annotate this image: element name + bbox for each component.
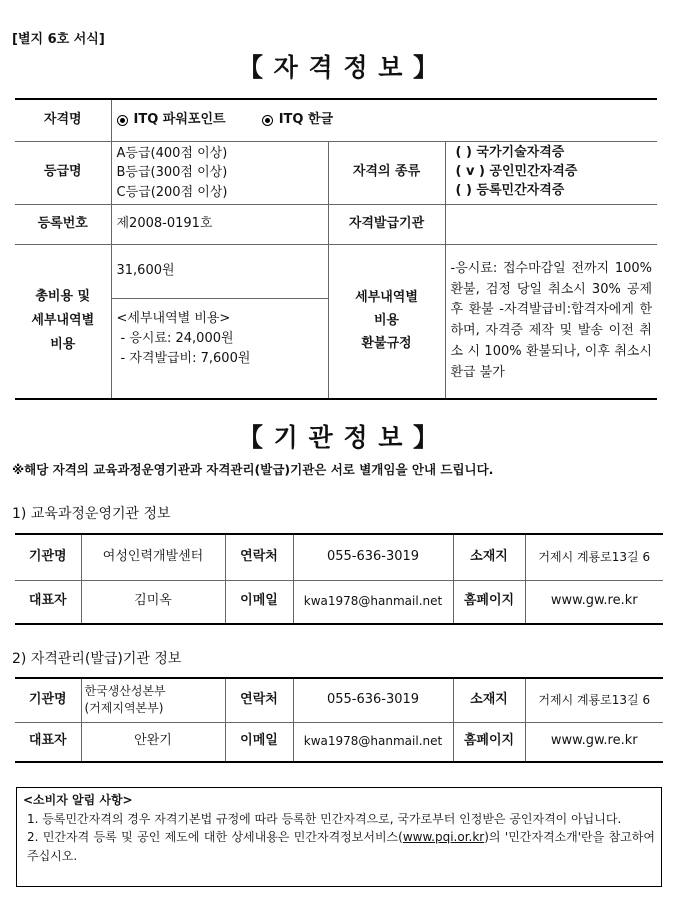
refund-policy-text: -응시료: 접수마감일 전까지 100% 환불, 검정 당일 취소시 30% 공제 후 환불 -자격발급비:합격자에게 한하며, 자격증 제작 및 발송 이전 취소 시 100% 환불되나, 이후 취소시 환급 불가	[445, 245, 657, 399]
org-name	[81, 678, 225, 722]
registration-number-label: 등록번호	[15, 205, 111, 245]
email-value: kwa1978@hanmail.net	[293, 580, 453, 624]
registration-number-value: 제2008-0191호	[111, 205, 328, 245]
refund-label	[328, 245, 445, 399]
cost-label-line: 총비용 및	[35, 289, 91, 305]
qualification-name-label: 자격명	[15, 99, 111, 141]
qualification-type-label: 자격의 종류	[328, 141, 445, 205]
pqi-link[interactable]: www.pqi.or.kr	[402, 830, 485, 845]
grade-item: C등급(200점 이상)	[116, 184, 228, 200]
type-item: ( ) 국가기술자격증	[455, 145, 565, 161]
refund-label-line: 세부내역별	[355, 290, 418, 306]
grade-list	[111, 141, 328, 205]
representative-value: 김미옥	[81, 580, 225, 624]
qualification-section-title: 【 자 격 정 보 】	[237, 53, 440, 82]
org-name-line: 한국생산성본부	[84, 684, 166, 699]
consumer-notice-item-2-text: )의 '민간자격소개'란을 참고하여 주십시오.	[27, 830, 655, 863]
phone-value: 055-636-3019	[293, 678, 453, 722]
phone-label: 연락처	[225, 678, 293, 722]
address-label: 소재지	[453, 678, 525, 722]
address-label: 소재지	[453, 534, 525, 580]
representative-value: 안완기	[81, 722, 225, 762]
email-value: kwa1978@hanmail.net	[293, 722, 453, 762]
org-label: 기관명	[15, 678, 81, 722]
cost-cell	[111, 245, 328, 399]
org-name: 여성인력개발센터	[81, 534, 225, 580]
phone-label: 연락처	[225, 534, 293, 580]
breakdown-title: <세부내역별 비용>	[116, 311, 231, 326]
address-value: 거제시 계룡로13길 6	[525, 534, 663, 580]
edu-institution-title: 1) 교육과정운영기관 정보	[12, 506, 171, 522]
homepage-label: 홈페이지	[453, 580, 525, 624]
form-number: [별지 6호 서식]	[12, 32, 105, 47]
breakdown-item: - 자격발급비: 7,600원	[120, 351, 251, 367]
grade-item: B등급(300점 이상)	[116, 165, 228, 180]
radio-label-powerpoint: ITQ 파워포인트	[133, 111, 226, 127]
homepage-label: 홈페이지	[453, 722, 525, 762]
radio-label-hangul: ITQ 한글	[278, 111, 334, 127]
mgmt-institution-title: 2) 자격관리(발급)기관 정보	[12, 651, 182, 667]
refund-label-line: 환불규정	[361, 335, 412, 351]
consumer-notice-item-2	[23, 828, 655, 865]
homepage-value: www.gw.re.kr	[525, 722, 663, 762]
cost-label-line: 세부내역별	[31, 313, 95, 329]
type-item: ( ) 등록민간자격증	[455, 183, 565, 199]
institution-section-title: 【 기 관 정 보 】	[237, 423, 440, 452]
type-item: ( v ) 공인민간자격증	[455, 164, 578, 180]
radio-selected-icon	[262, 115, 273, 126]
cost-label-line: 비용	[50, 337, 76, 353]
edu-institution-table	[15, 533, 663, 625]
total-cost: 31,600원	[112, 245, 328, 299]
issuer-label: 자격발급기관	[328, 205, 445, 245]
address-value: 거제시 계룡로13길 6	[525, 678, 663, 722]
refund-label-line: 비용	[373, 312, 400, 328]
radio-option-powerpoint[interactable]	[117, 111, 226, 130]
phone-value: 055-636-3019	[293, 534, 453, 580]
org-name-line: (거제지역본부)	[84, 701, 164, 716]
representative-label: 대표자	[15, 580, 81, 624]
grade-label: 등급명	[15, 141, 111, 205]
institution-notice: ※해당 자격의 교육과정운영기관과 자격관리(발급)기관은 서로 별개임을 안내 드립니다.	[12, 462, 494, 477]
consumer-notice-title: <소비자 알림 사항>	[23, 793, 133, 807]
qualification-type-list	[445, 141, 657, 205]
cost-label	[15, 245, 111, 399]
consumer-notice-box	[16, 787, 662, 887]
radio-option-hangul[interactable]	[262, 111, 333, 130]
breakdown-item: - 응시료: 24,000원	[120, 331, 234, 347]
qualification-name-options	[111, 99, 657, 141]
consumer-notice-item-1: 1. 등록민간자격의 경우 자격기본법 규정에 따라 등록한 민간자격으로, 국가로부터 인정받은 공인자격이 아닙니다.	[27, 811, 622, 826]
homepage-value: www.gw.re.kr	[525, 580, 663, 624]
issuer-value	[445, 205, 657, 245]
mgmt-institution-table	[15, 677, 663, 763]
consumer-notice-item-2-text: 2. 민간자격 등록 및 공인 제도에 대한 상세내용은 민간자격정보서비스(	[27, 830, 403, 845]
qualification-table	[15, 98, 657, 400]
grade-item: A등급(400점 이상)	[116, 145, 228, 161]
email-label: 이메일	[225, 580, 293, 624]
org-label: 기관명	[15, 534, 81, 580]
email-label: 이메일	[225, 722, 293, 762]
cost-breakdown	[112, 299, 328, 373]
radio-selected-icon	[117, 115, 128, 126]
representative-label: 대표자	[15, 722, 81, 762]
